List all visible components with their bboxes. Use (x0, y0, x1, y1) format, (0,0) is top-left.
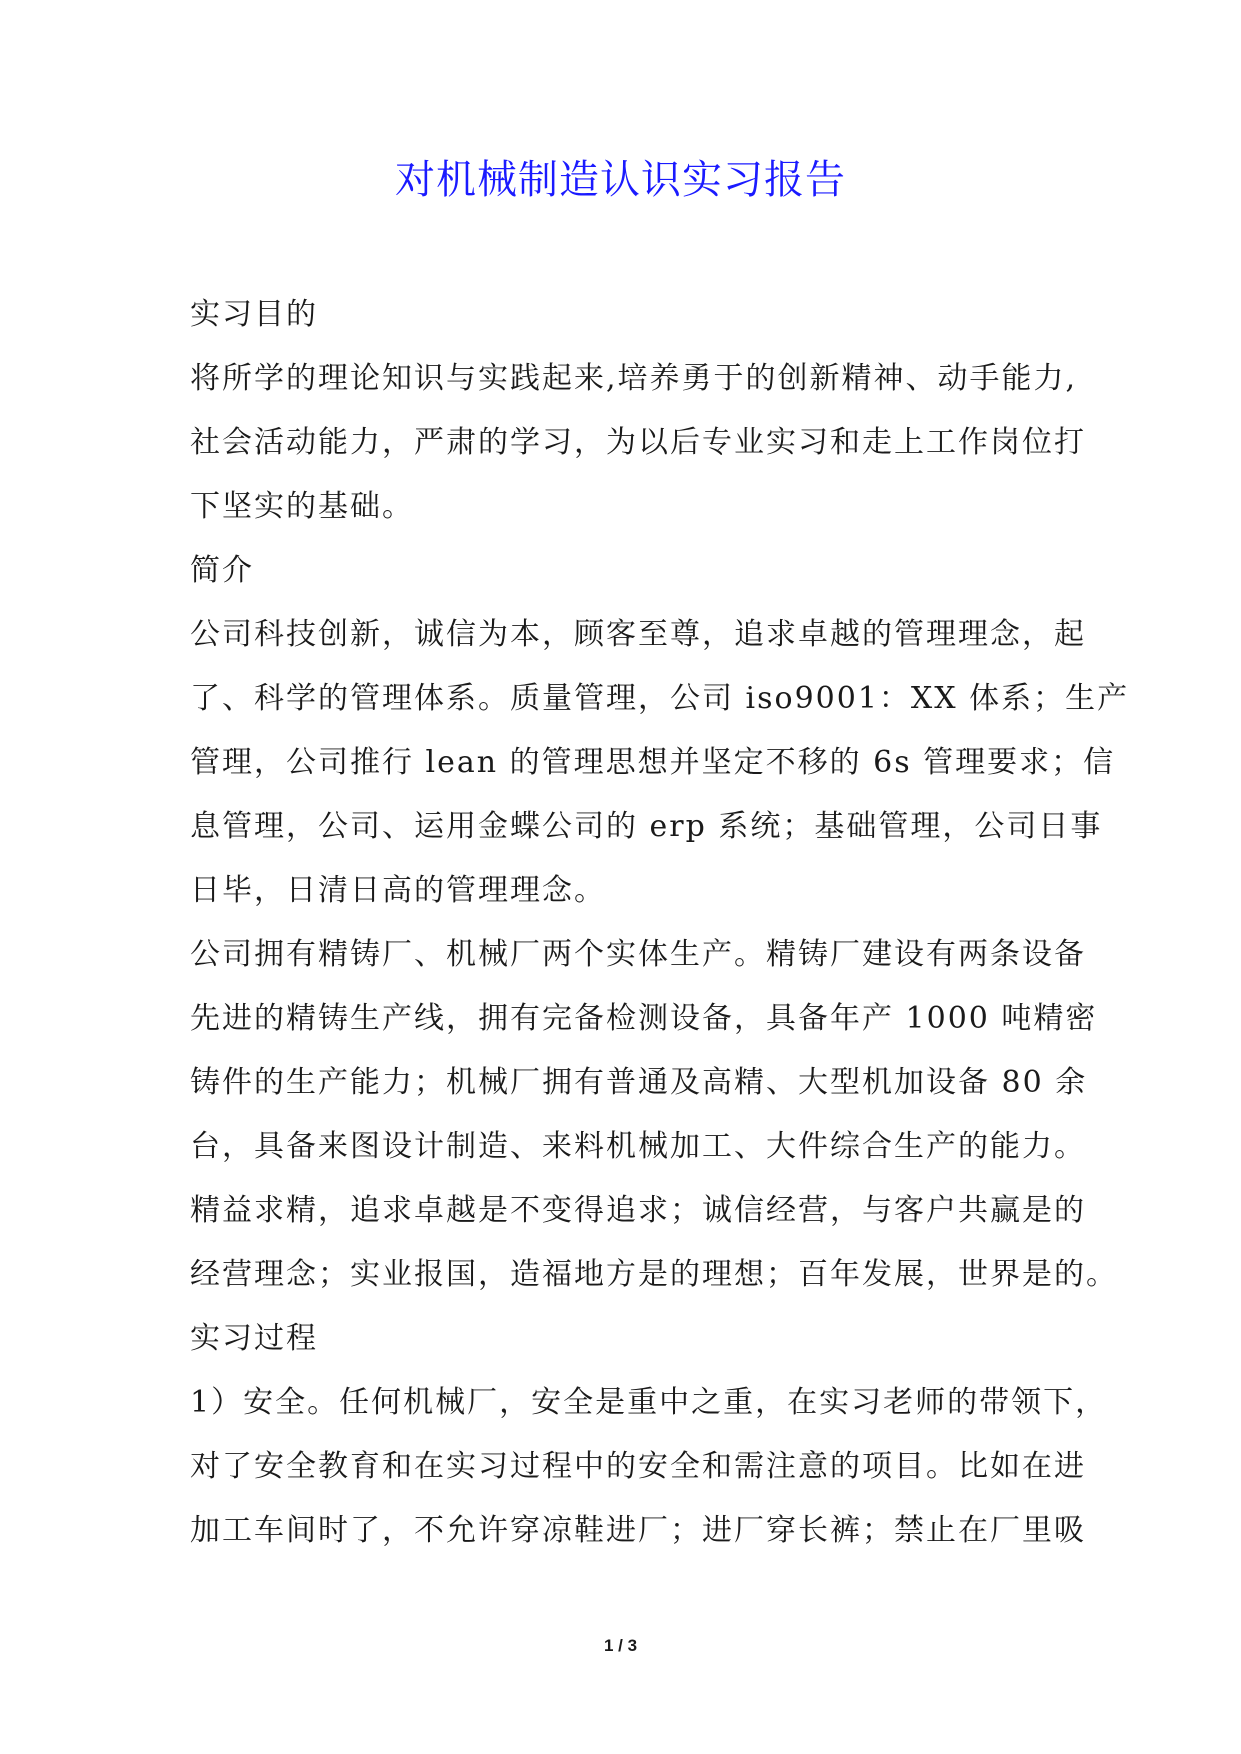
text-line: 将所学的理论知识与实践起来,培养勇于的创新精神、动手能力, (190, 361, 1078, 396)
text-line: 实习目的 (190, 297, 318, 332)
text-line: 公司拥有精铸厂、机械厂两个实体生产。精铸厂建设有两条设备 (190, 937, 1086, 972)
text-line: 下坚实的基础。 (190, 489, 414, 524)
text-line: 加工车间时了，不允许穿凉鞋进厂；进厂穿长裤；禁止在厂里吸 (190, 1513, 1086, 1548)
text-line: 铸件的生产能力；机械厂拥有普通及高精、大型机加设备 80 余 (190, 1065, 1088, 1100)
text-line: 日毕，日清日高的管理理念。 (190, 873, 606, 908)
text-line: 公司科技创新，诚信为本，顾客至尊，追求卓越的管理理念，起 (190, 617, 1086, 652)
document-title: 对机械制造认识实习报告 (395, 157, 846, 203)
text-line: 台，具备来图设计制造、来料机械加工、大件综合生产的能力。 (190, 1129, 1086, 1164)
page-number: 1 / 3 (603, 1636, 638, 1655)
text-line: 经营理念；实业报国，造福地方是的理想；百年发展，世界是的。 (190, 1257, 1118, 1292)
text-line: 1）安全。任何机械厂，安全是重中之重，在实习老师的带领下， (190, 1385, 1108, 1420)
document-body (190, 283, 1130, 1563)
text-line: 实习过程 (190, 1321, 318, 1356)
text-line: 先进的精铸生产线，拥有完备检测设备，具备年产 1000 吨精密 (190, 1001, 1098, 1036)
text-line: 精益求精，追求卓越是不变得追求；诚信经营，与客户共赢是的 (190, 1193, 1086, 1228)
text-line: 息管理，公司、运用金蝶公司的 erp 系统；基础管理，公司日事 (190, 809, 1103, 844)
text-line: 社会活动能力，严肃的学习，为以后专业实习和走上工作岗位打 (190, 425, 1086, 460)
text-line: 了、科学的管理体系。质量管理，公司 iso9001：XX 体系；生产 (190, 681, 1130, 716)
text-line: 对了安全教育和在实习过程中的安全和需注意的项目。比如在进 (190, 1449, 1086, 1484)
text-line: 管理，公司推行 lean 的管理思想并坚定不移的 6s 管理要求；信 (190, 745, 1116, 780)
text-line: 简介 (190, 553, 254, 588)
